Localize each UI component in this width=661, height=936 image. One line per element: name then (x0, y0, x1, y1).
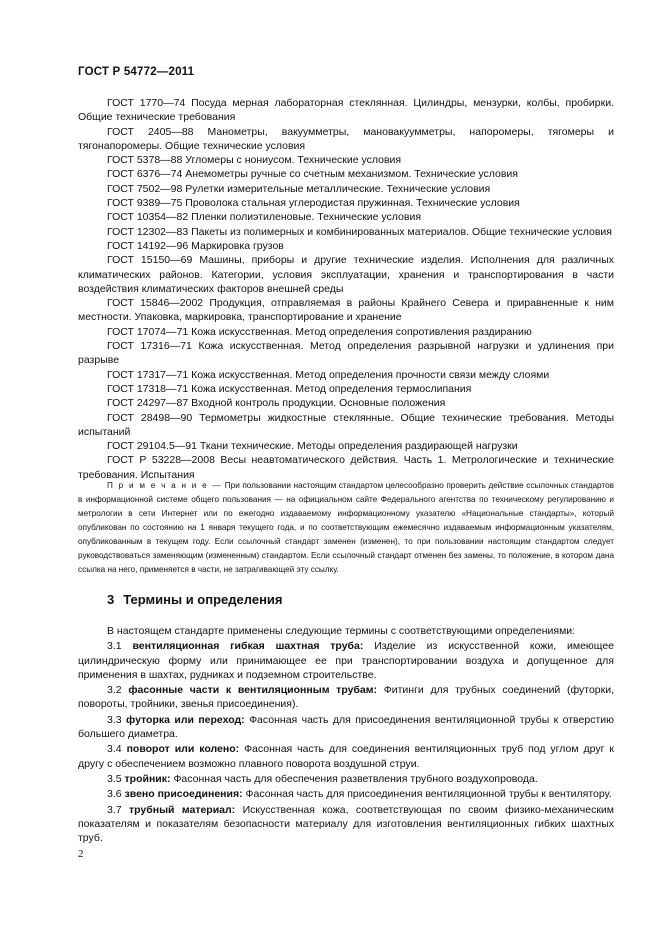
term-name: футорка или переход: (126, 713, 245, 726)
reference-item: ГОСТ 28498—90 Термометры жидкостные стеклянные. Общие технические требования. Методы испытаний (78, 411, 614, 438)
term-definition (78, 713, 614, 742)
reference-item: ГОСТ 1770—74 Посуда мерная лабораторная стеклянная. Цилиндры, мензурки, колбы, пробирки. Общие технические требования (78, 97, 614, 124)
reference-item: ГОСТ 29104.5—91 Ткани технические. Методы определения раздирающей нагрузки (107, 440, 518, 453)
reference-item: ГОСТ 9389—75 Проволока стальная углеродистая пружинная. Технические условия (107, 197, 520, 210)
term-definition (78, 787, 614, 801)
term-name: трубный материал: (128, 803, 236, 816)
document-header: ГОСТ Р 54772—2011 (78, 66, 195, 78)
reference-item: ГОСТ 6376—74 Анемометры ручные со счетным механизмом. Технические условия (107, 168, 518, 181)
reference-item: ГОСТ 17316—71 Кожа искусственная. Метод определения разрывной нагрузки и удлинения при разрыве (78, 340, 614, 367)
note-label: П р и м е ч а н и е — (107, 481, 223, 490)
reference-item: ГОСТ 17318—71 Кожа искусственная. Метод определения термослипания (107, 382, 472, 395)
section-heading (107, 592, 283, 607)
term-definition (78, 639, 614, 682)
term-number: 3.6 (107, 788, 122, 801)
reference-item: ГОСТ 15150—69 Машины, приборы и другие технические изделия. Исполнения для различных климатических районов. Категории, условия эксплуатации, хранения и транспортирования в части воздействия климатических факторов внешней среды (78, 254, 614, 295)
term-text: Искусственная кожа, соответствующая по своим физико-механическим показателям и показателям безопасности материалу для изготовления вентиляционных гибких шахтных труб. (78, 803, 615, 845)
reference-item: ГОСТ 14192—96 Маркировка грузов (107, 239, 284, 252)
reference-item: ГОСТ 10354—82 Пленки полиэтиленовые. Технические условия (107, 211, 422, 224)
term-text: Фасонная часть для присоединения вентиляционной трубы к отверстию большего диаметра. (78, 713, 614, 741)
reference-item: ГОСТ 17317—71 Кожа искусственная. Метод определения прочности связи между слоями (107, 368, 550, 381)
reference-item: ГОСТ 15846—2002 Продукция, отправляемая в районы Крайнего Севера и приравненные к ним местности. Упаковка, маркировка, транспортирование и хранение (78, 297, 614, 324)
reference-item: ГОСТ Р 53228—2008 Весы неавтоматического действия. Часть 1. Метрологические и технические требования. Испытания (78, 454, 614, 481)
term-number: 3.3 (107, 713, 122, 726)
term-name: звено присоединения: (124, 788, 243, 801)
term-name: фасонные части к вентиляционным трубам: (128, 684, 378, 697)
section-title: Термины и определения (123, 592, 283, 607)
normative-references-list (78, 96, 614, 482)
term-text: Изделие из искусственной кожи, имеющее цилиндрическую форму или принимающее ее при транспортировании воздуха и допущенное для применения в шахтах, рудниках и подземном строительстве. (78, 640, 614, 681)
term-definition (78, 803, 614, 846)
terms-body (78, 624, 614, 846)
term-definition (78, 742, 614, 771)
page-number: 2 (78, 848, 84, 860)
term-definition (78, 772, 614, 786)
term-name: вентиляционная гибкая шахтная труба: (132, 640, 364, 653)
reference-item: ГОСТ 17074—71 Кожа искусственная. Метод определения сопротивления раздиранию (107, 325, 532, 338)
term-definition (78, 683, 614, 712)
term-number: 3.4 (107, 743, 122, 756)
reference-item: ГОСТ 24297—87 Входной контроль продукции. Основные положения (107, 397, 446, 410)
term-text: Фитинги для трубных соединений (футорки, повороты, тройники, звенья присоединения). (78, 684, 615, 711)
terms-intro: В настоящем стандарте применены следующие термины с соответствующими определениями: (107, 625, 576, 637)
term-text: Фасонная часть для обеспечения разветвления трубного воздухопровода. (173, 772, 538, 785)
reference-item: ГОСТ 5378—88 Угломеры с нониусом. Технические условия (107, 154, 402, 167)
reference-item: ГОСТ 12302—83 Пакеты из полимерных и комбинированных материалов. Общие технические условия (107, 225, 612, 238)
reference-item: ГОСТ 7502—98 Рулетки измерительные металлические. Технические условия (107, 182, 491, 195)
note-block (78, 479, 614, 577)
term-text: Фасонная часть для присоединения вентиляционной трубы к вентилятору. (245, 788, 612, 801)
term-text: Фасонная часть для соединения вентиляционных труб под углом друг к другу с обеспечением возможно плавного поворота воздушной струи. (78, 743, 614, 770)
term-name: поворот или колено: (126, 743, 240, 756)
term-number: 3.5 (107, 772, 122, 785)
term-number: 3.1 (107, 640, 122, 653)
note-text: При пользовании настоящим стандартом целесообразно проверить действие ссылочных стандартов в информационной системе общего пользования — на официальном сайте Федерального агентства по техническому регулированию и метрологии в сети Интернет или по ежегодно издаваемому информационному указателю «Национальные стандарты», который опубликован по состоянию на 1 января текущего года, и по соответствующим ежемесячно издаваемым информационным указателям, опубликованным в текущем году. Если ссылочный стандарт заменен (изменен), то при пользовании настоящим стандартом следует руководствоваться заменяющим (измененным) стандартом. Если ссылочный стандарт отменен без замены, то положение, в котором дана ссылка на него, применяется в части, не затрагивающей эту ссылку. (78, 481, 614, 574)
term-number: 3.7 (107, 803, 122, 816)
reference-item: ГОСТ 2405—88 Манометры, вакуумметры, мановакуумметры, напоромеры, тягомеры и тягонапоромеры. Общие технические условия (78, 125, 614, 152)
term-number: 3.2 (107, 684, 122, 697)
section-number: 3 (107, 592, 115, 607)
term-name: тройник: (124, 772, 171, 785)
